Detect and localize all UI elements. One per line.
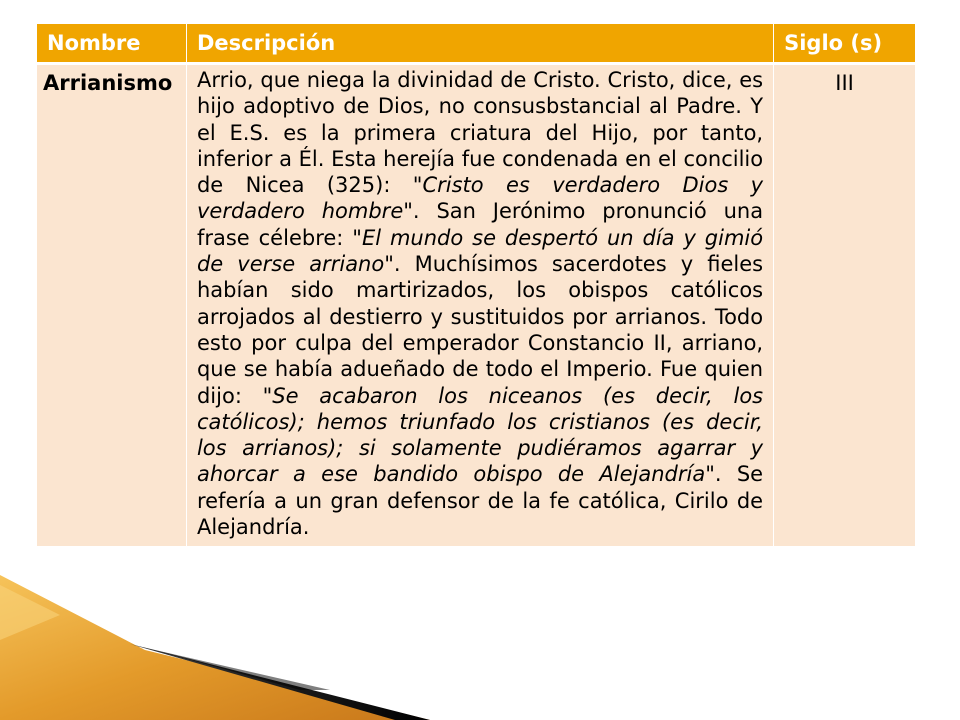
description-text: ". Muchísimos sacerdotes y fieles habían sido martirizados, los obispos católicos arrojados al destierro y sustituidos por arrianos. Todo esto por culpa del emperador Constancio II, arriano, que se había adueñado de todo el Imperio. Fue quien dijo: " (196, 252, 764, 408)
header-description: Descripción (186, 24, 773, 64)
heresy-table (36, 23, 916, 547)
heresy-description (186, 64, 773, 547)
heresy-name: Arrianismo (37, 64, 187, 547)
header-name: Nombre (37, 24, 187, 64)
description-quote: El mundo se despertó un día y gimió de verse arriano (196, 225, 764, 277)
description-quote: Cristo es verdadero Dios y verdadero hombre (196, 173, 764, 224)
header-row (37, 24, 916, 64)
gold-wedge (0, 575, 430, 720)
heresy-century: III (774, 64, 916, 547)
description-quote: Se acabaron los niceanos (es decir, los católicos); hemos triunfado los cristianos (es decir, los arrianos); si solamente pudiéramos agarrar y ahorcar a ese bandido obispo de Alejandría (196, 383, 764, 487)
description-text: Arrio, que niega la divinidad de Cristo. Cristo, dice, es hijo adoptivo de Dios, no consusbstancial al Padre. Y el E.S. es la primera criatura del Hijo, por tanto, inferior a Él. Esta herejía fue condenada en el concilio de Nicea (325): " (196, 68, 764, 198)
description-text: ". San Jerónimo pronunció una frase célebre: " (196, 199, 764, 250)
description-text: ". Se refería a un gran defensor de la fe católica, Cirilo de Alejandría. (196, 462, 764, 540)
header-century: Siglo (s) (774, 24, 916, 64)
table-row (37, 64, 916, 547)
